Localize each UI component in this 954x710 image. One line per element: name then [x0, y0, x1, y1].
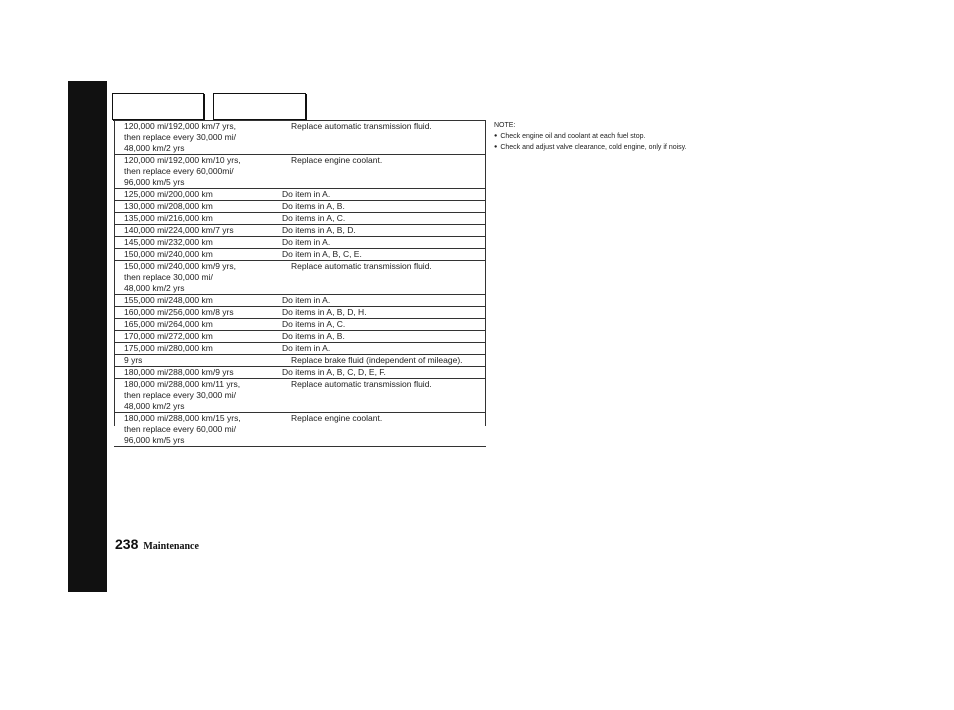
mileage-cell: 180,000 mi/288,000 km/11 yrs, then replace every 30,000 mi/ 48,000 km/2 yrs: [114, 379, 272, 413]
service-cell: Do item in A.: [272, 237, 486, 249]
mileage-cell: 150,000 mi/240,000 km: [114, 249, 272, 261]
mileage-cell: 120,000 mi/192,000 km/10 yrs, then replace every 60,000mi/ 96,000 km/5 yrs: [114, 155, 272, 189]
schedule-row: [114, 213, 486, 225]
mileage-cell: 180,000 mi/288,000 km/15 yrs, then replace every 60,000 mi/ 96,000 km/5 yrs: [114, 413, 272, 447]
section-side-bar: [68, 81, 107, 592]
note-bullet: ● Check engine oil and coolant at each fuel stop.: [494, 131, 754, 142]
mileage-cell: 135,000 mi/216,000 km: [114, 213, 272, 225]
schedule-row: [114, 201, 486, 213]
schedule-row: [114, 319, 486, 331]
schedule-row: [114, 331, 486, 343]
service-cell: Do items in A, B, D.: [272, 225, 486, 237]
mileage-cell: 180,000 mi/288,000 km/9 yrs: [114, 367, 272, 379]
schedule-row: [114, 413, 486, 447]
mileage-cell: 125,000 mi/200,000 km: [114, 189, 272, 201]
mileage-cell: 160,000 mi/256,000 km/8 yrs: [114, 307, 272, 319]
service-cell: Replace brake fluid (independent of mileage).: [272, 355, 486, 367]
schedule-row: [114, 237, 486, 249]
note-bullet: ● Check and adjust valve clearance, cold engine, only if noisy.: [494, 142, 754, 153]
service-cell: Replace automatic transmission fluid.: [272, 121, 486, 155]
service-cell: Do item in A, B, C, E.: [272, 249, 486, 261]
service-cell: Replace engine coolant.: [272, 155, 486, 189]
mileage-cell: 170,000 mi/272,000 km: [114, 331, 272, 343]
schedule-body: [114, 121, 486, 447]
header-tab-left: [112, 93, 204, 120]
schedule-row: [114, 249, 486, 261]
schedule-row: [114, 155, 486, 189]
schedule-row: [114, 121, 486, 155]
service-cell: Do item in A.: [272, 343, 486, 355]
mileage-cell: 145,000 mi/232,000 km: [114, 237, 272, 249]
service-cell: Do item in A.: [272, 189, 486, 201]
maintenance-schedule-table: [114, 120, 486, 447]
schedule-row: [114, 261, 486, 295]
service-cell: Do items in A, B.: [272, 331, 486, 343]
service-cell: Do items in A, C.: [272, 319, 486, 331]
mileage-cell: 150,000 mi/240,000 km/9 yrs, then replace 30,000 mi/ 48,000 km/2 yrs: [114, 261, 272, 295]
service-cell: Do items in A, B, C, D, E, F.: [272, 367, 486, 379]
mileage-cell: 165,000 mi/264,000 km: [114, 319, 272, 331]
page-footer: [115, 536, 199, 554]
note-box: [494, 120, 754, 153]
service-cell: Do items in A, B.: [272, 201, 486, 213]
schedule-row: [114, 355, 486, 367]
mileage-cell: 120,000 mi/192,000 km/7 yrs, then replace every 30,000 mi/ 48,000 km/2 yrs: [114, 121, 272, 155]
schedule-row: [114, 367, 486, 379]
page-number: 238: [115, 536, 139, 552]
service-cell: Do items in A, C.: [272, 213, 486, 225]
note-heading: NOTE:: [494, 122, 516, 129]
mileage-cell: 155,000 mi/248,000 km: [114, 295, 272, 307]
schedule-row: [114, 343, 486, 355]
section-title: Maintenance: [143, 541, 199, 552]
mileage-cell: 140,000 mi/224,000 km/7 yrs: [114, 225, 272, 237]
service-cell: Do item in A.: [272, 295, 486, 307]
service-cell: Replace automatic transmission fluid.: [272, 379, 486, 413]
service-cell: Do items in A, B, D, H.: [272, 307, 486, 319]
schedule-row: [114, 307, 486, 319]
schedule-row: [114, 189, 486, 201]
schedule-row: [114, 295, 486, 307]
header-tab-right: [213, 93, 306, 120]
schedule-row: [114, 225, 486, 237]
mileage-cell: 9 yrs: [114, 355, 272, 367]
schedule-row: [114, 379, 486, 413]
service-cell: Replace automatic transmission fluid.: [272, 261, 486, 295]
service-cell: Replace engine coolant.: [272, 413, 486, 447]
mileage-cell: 175,000 mi/280,000 km: [114, 343, 272, 355]
mileage-cell: 130,000 mi/208,000 km: [114, 201, 272, 213]
